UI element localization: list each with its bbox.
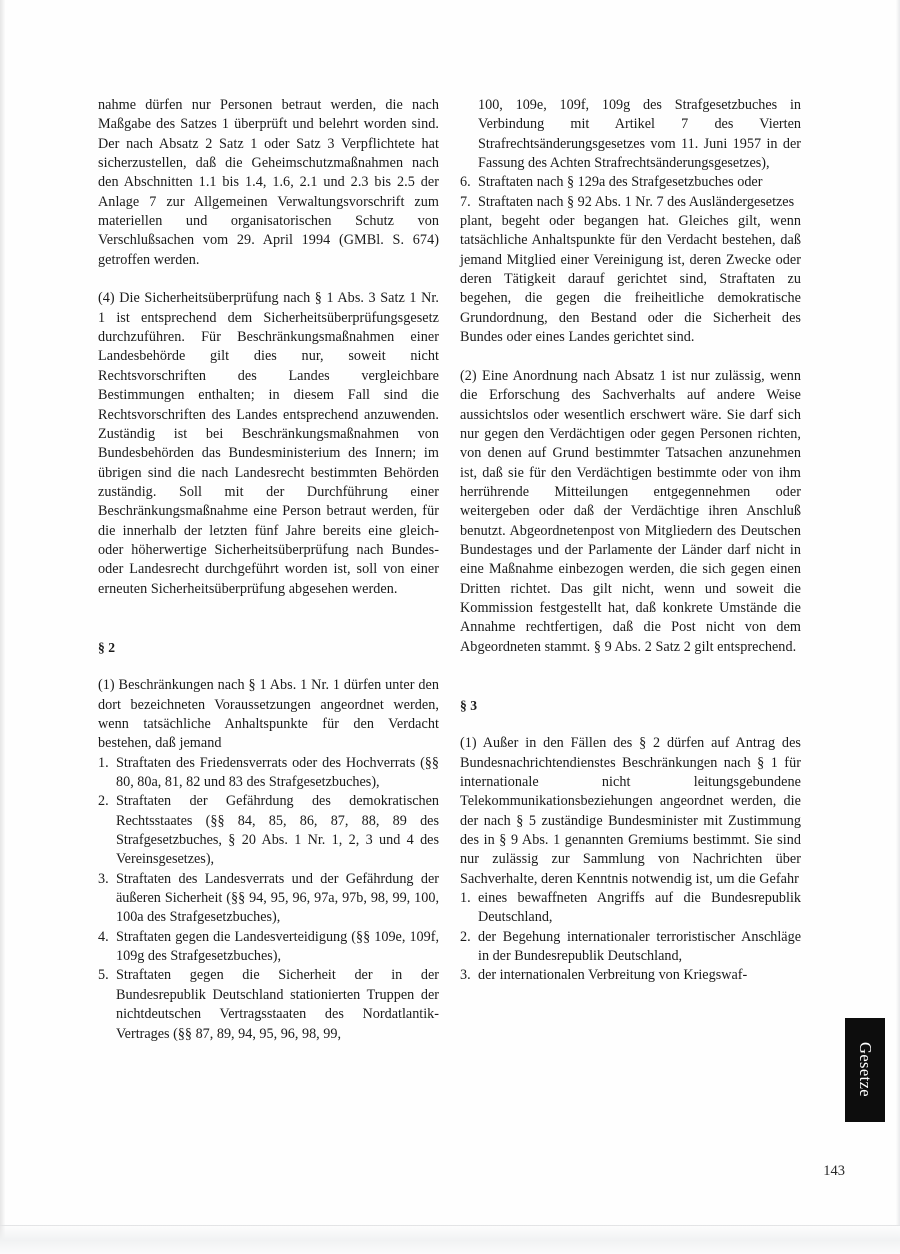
scan-left-edge-artifact [0,0,5,1254]
section-heading-paragraph-3: § 3 [460,697,477,713]
paragraph-s2-absatz-2: (2) Eine Anordnung nach Absatz 1 ist nur zulässig, wenn die Erforschung des Sachverhalts auf andere Weise aussichtslos oder wesentlich erschwert wäre. Sie darf sich nur gegen den Verdächtigen oder gegen Personen richten, von denen auf Grund bestimmter Tatsachen anzunehmen ist, daß sie für den Verdächtigen bestimmte oder von ihm herrührende Mitteilungen entgegennehmen oder weitergeben oder daß der Verdächtige ihren Anschluß benutzt. Abgeordnetenpost von Mitgliedern des Deutschen Bundestages und der Parlamente der Länder darf nicht in eine Maßnahme einbezogen werden, die sich gegen einen Dritten richtet. Das gilt nicht, wenn und soweit die Kommission festgestellt hat, daß konkrete Umstände die Annahme rechtfertigen, daß die Post nicht von dem Abgeordneten stammt. § 9 Abs. 2 Satz 2 gilt entsprechend. [460,367,801,655]
list-item-text: Straftaten nach § 129a des Strafgesetzbuches oder [478,174,763,191]
list-item-number: 6. [460,174,471,191]
list-item [460,889,801,928]
list-item-number: 2. [98,793,109,810]
page-number: 143 [823,1163,845,1179]
list-item [98,792,439,869]
numbered-list-s2-absatz-1-continued [460,96,801,212]
list-item-text: 100, 109e, 109f, 109g des Strafgesetzbuches in Verbindung mit Artikel 7 des Vierten Strafrechtsänderungsgesetzes vom 11. Juni 1957 in der Fassung des Achten Strafrechtsänderungsgesetzes), [478,97,801,172]
list-item-number: 7. [460,193,471,210]
paragraph-absatz-4: (4) Die Sicherheitsüberprüfung nach § 1 Abs. 3 Satz 1 Nr. 1 ist entsprechend dem Sicherheitsüberprüfungsgesetz durchzuführen. Für Beschränkungsmaßnahmen einer Landesbehörde gilt dies nur, soweit nicht Rechtsvorschriften des Landes vergleichbare Bestimmungen enthalten; in diesem Fall sind die Rechtsvorschriften des Landes entsprechend anzuwenden. Zuständig ist bei Beschränkungsmaßnahmen von Bundesbehörden das Bundesministerium des Innern; im übrigen sind die nach Landesrecht bestimmten Behörden zuständig. Soll mit der Durchführung einer Beschränkungsmaßnahme eine Person betraut werden, für die innerhalb der letzten fünf Jahre bereits eine gleich- oder höherwertige Sicherheitsüberprüfung nach Bundes- oder Landesrecht durchgeführt worden ist, soll von einer erneuten Sicherheitsüberprüfung abgesehen werden. [98,290,439,597]
paragraph-s2-absatz-1-outro: plant, begeht oder begangen hat. Gleiches gilt, wenn tatsächliche Anhaltspunkte für den Verdacht bestehen, daß jemand Mitglied einer Vereinigung ist, deren Zwecke oder deren Tätigkeit darauf gerichtet sind, Straftaten zu begehen, die gegen die freiheitliche demokratische Grundordnung, den Bestand oder die Sicherheit des Bundes oder eines Landes gerichtet sind. [460,213,801,346]
list-item-number: 2. [460,928,471,945]
scan-bottom-shadow-artifact [0,1224,900,1254]
list-item [460,173,801,192]
list-item [98,754,439,793]
paragraph-s3-absatz-1-intro: (1) Außer in den Fällen des § 2 dürfen auf Antrag des Bundesnachrichtendienstes Beschränkungen nach § 1 für internationale nicht leitungsgebundene Telekommunikationsbeziehungen angeordnet werden, die der nach § 5 zuständige Bundesminister mit Zustimmung des in § 9 Abs. 1 genannten Gremiums bestimmt. Sie sind nur zulässig zur Sammlung von Nachrichten über Sachverhalte, deren Kenntnis notwendig ist, um die Gefahr [460,735,801,887]
list-item [98,870,439,928]
list-item [98,928,439,967]
list-item-text: Straftaten der Gefährdung des demokratischen Rechtsstaates (§§ 84, 85, 86, 87, 88, 89 des Strafgesetzbuches, § 20 Abs. 1 Nr. 1, 2, 3 und 4 des Vereinsgesetzes), [116,793,439,868]
list-item [460,193,801,212]
paragraph-continuation: nahme dürfen nur Personen betraut werden, die nach Maßgabe des Satzes 1 überprüft und belehrt worden sind. Der nach Absatz 2 Satz 1 oder Satz 3 Verpflichtete hat sicherzustellen, daß die Geheimschutzmaßnahmen nach den Abschnitten 1.1 bis 1.4, 1.6, 2.1 und 2.3 bis 2.5 der Anlage 7 zur Allgemeinen Verwaltungsvorschrift zum materiellen und organisatorischen Schutz von Verschlußsachen vom 29. April 1994 (GMBl. S. 674) getroffen werden. [98,97,439,268]
numbered-list-s3-absatz-1 [460,889,801,986]
list-item-text: Straftaten des Friedensverrats oder des Hochverrats (§§ 80, 80a, 81, 82 und 83 des Strafgesetzbuches), [116,754,439,791]
paragraph-s2-absatz-1-intro: (1) Beschränkungen nach § 1 Abs. 1 Nr. 1 dürfen unter den dort bezeichneten Voraussetzungen angeordnet werden, wenn tatsächliche Anhaltspunkte für den Verdacht bestehen, daß jemand [98,677,439,752]
list-item-text: eines bewaffneten Angriffs auf die Bundesrepublik Deutschland, [478,890,801,926]
numbered-list-s2-absatz-1 [98,754,439,1044]
list-item-number: 3. [98,870,109,887]
list-item-number: 1. [460,890,471,907]
list-item-number: 5. [98,967,109,984]
text-column-right [460,96,801,986]
list-item-text: der Begehung internationaler terroristischer Anschläge in der Bundesrepublik Deutschland, [478,928,801,965]
thumb-index-tab-label: Gesetze [856,1042,875,1098]
list-item [460,966,801,985]
section-heading-paragraph-2: § 2 [98,639,115,655]
list-item-number: 1. [98,754,109,771]
list-item-number: 4. [98,928,109,945]
scan-right-edge-artifact [896,0,900,1226]
thumb-index-tab [845,1018,885,1122]
list-item-text: Straftaten des Landesverrats und der Gefährdung der äußeren Sicherheit (§§ 94, 95, 96, 97a, 97b, 98, 99, 100, 100a des Strafgesetzbuches), [116,870,439,926]
list-item-text: Straftaten nach § 92 Abs. 1 Nr. 7 des Ausländergesetzes [478,193,795,210]
list-item-text: Straftaten gegen die Landesverteidigung (§§ 109e, 109f, 109g des Strafgesetzbuches), [116,928,439,965]
list-item [460,928,801,967]
list-item-text: der internationalen Verbreitung von Kriegswaf- [478,967,748,984]
list-item [460,96,801,173]
list-item-text: Straftaten gegen die Sicherheit der in der Bundesrepublik Deutschland stationierten Truppen der nichtdeutschen Vertragsstaaten des Nordatlantik-Vertrages (§§ 87, 89, 94, 95, 96, 98, 99, [116,967,439,1042]
list-item [98,966,439,1043]
list-item-number: 3. [460,967,471,984]
text-column-left [98,96,439,1044]
